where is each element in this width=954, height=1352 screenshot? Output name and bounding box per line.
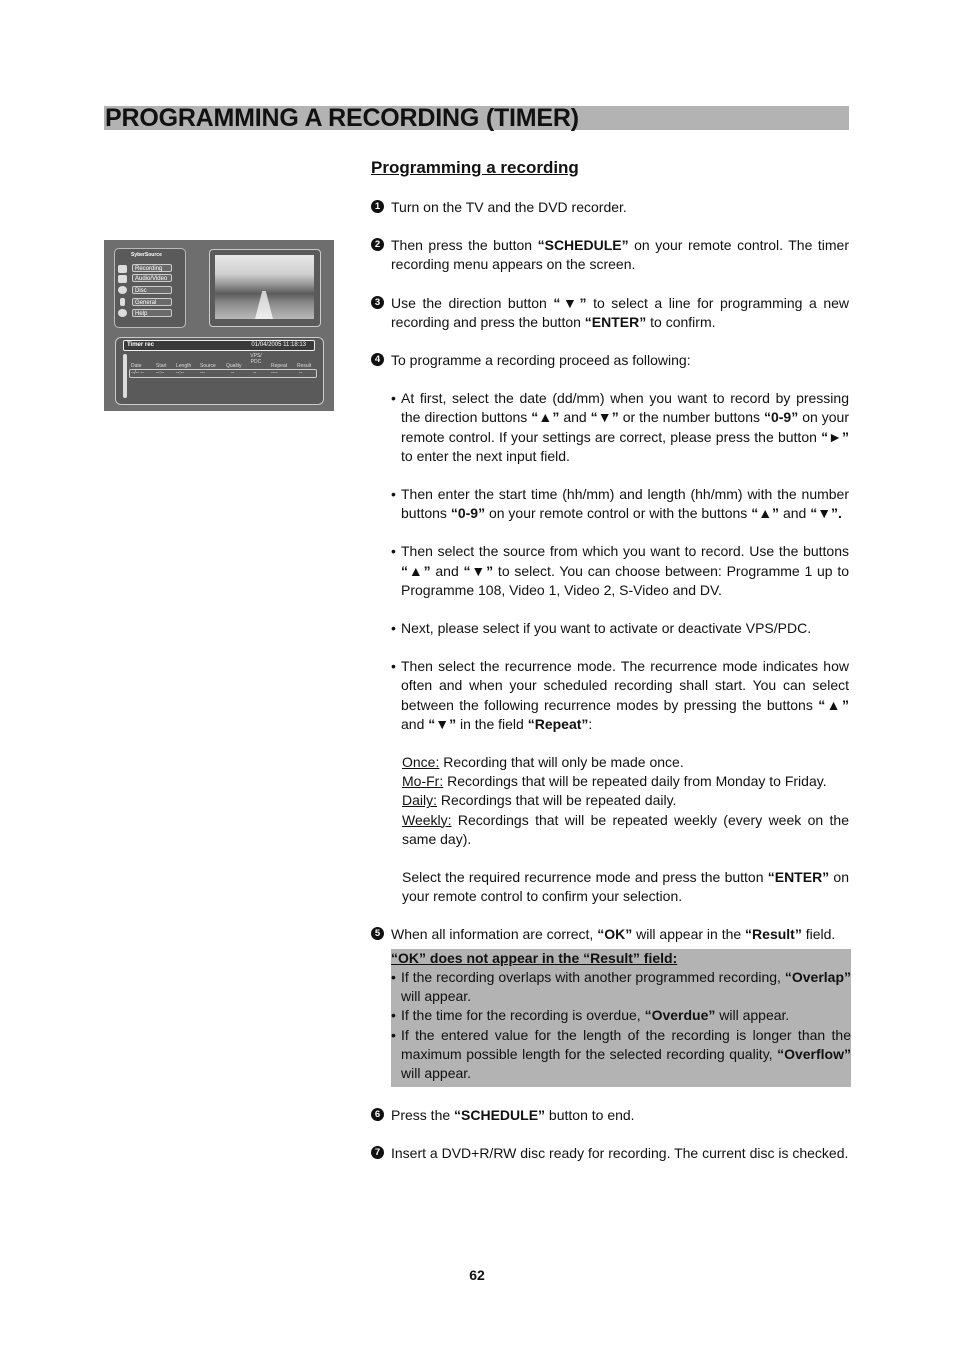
mode-weekly — [371, 811, 849, 849]
text: If the recording overlaps with another programmed recording, — [401, 968, 785, 985]
menu-item-disc[interactable]: Disc — [132, 286, 172, 294]
text: button to end. — [545, 1107, 635, 1124]
key-label: “OK” — [597, 926, 633, 943]
timer-menu-screenshot — [104, 240, 334, 411]
step-3 — [371, 294, 849, 332]
help-icon — [118, 309, 127, 317]
mode-mofr — [371, 772, 849, 791]
text: will appear. — [715, 1007, 790, 1024]
disc-icon — [118, 286, 127, 294]
text: At first, select the date (dd/mm) when you want to record by pressing the direction buttons — [401, 390, 849, 426]
step-number-icon: 3 — [371, 296, 384, 309]
text: When all information are correct, — [391, 926, 598, 943]
text: on your remote control to confirm your selection. — [402, 869, 849, 905]
text: field. — [801, 926, 836, 943]
key-label: “ENTER” — [584, 313, 647, 330]
mode-label: Once: — [402, 754, 440, 771]
step-2 — [371, 236, 849, 274]
text: Recordings that will be repeated daily. — [437, 792, 677, 809]
key-label: “Result” — [745, 926, 802, 943]
text: and — [779, 505, 811, 522]
key-label: “0-9” — [450, 505, 486, 522]
text: to confirm. — [646, 313, 716, 330]
text: on your remote control. If your settings are correct, please press the button — [401, 409, 849, 445]
row-start: --:-- — [156, 370, 165, 376]
text: to select. You can choose between: Programme 1 up to Programme 108, Video 1, Video 2, S-Video and DV. — [401, 562, 850, 598]
key-label: “SCHEDULE” — [537, 237, 629, 254]
text: to enter the next input field. — [401, 447, 570, 464]
timer-rec-panel — [115, 337, 324, 405]
text: on your remote control or with the buttons — [485, 505, 752, 522]
text: and — [559, 409, 591, 426]
row-date: --/-- -- — [131, 370, 144, 376]
text: Press the — [391, 1107, 455, 1124]
key-label: “▼” — [590, 409, 619, 426]
col-length: Length — [176, 363, 192, 369]
page-number: 62 — [469, 1267, 485, 1283]
step-1 — [371, 198, 849, 217]
menu-item-general[interactable]: General — [132, 298, 172, 306]
col-start: Start — [156, 363, 167, 369]
audio-video-icon — [118, 275, 127, 283]
text: to select a line for programming a new recording and press the button — [391, 294, 849, 330]
col-date: Date — [131, 363, 142, 369]
text: Use the direction button — [391, 294, 554, 311]
text: If the entered value for the length of the recording is longer than the maximum possible length for the selected recording quality, — [401, 1026, 851, 1062]
section-title: Programming a recording — [371, 158, 579, 177]
row-quality: -- — [231, 370, 235, 376]
text: will appear. — [401, 1064, 472, 1081]
step-number-icon: 1 — [371, 200, 384, 213]
col-source: Source — [200, 363, 216, 369]
col-result: Result — [297, 363, 312, 369]
col-quality: Quality — [226, 363, 242, 369]
key-label: “▼”. — [810, 505, 842, 522]
key-label: “▼” — [553, 294, 587, 311]
row-vps: -- — [253, 370, 257, 376]
step-7 — [371, 1144, 849, 1163]
page-title: PROGRAMMING A RECORDING (TIMER) — [105, 104, 579, 132]
timer-header — [123, 340, 315, 351]
select-mode-text — [371, 868, 849, 906]
note-heading-text: “OK” does not appear in the “Result” field: — [391, 949, 678, 966]
bullet-time — [371, 485, 849, 523]
key-label: “Repeat” — [527, 715, 589, 732]
text: or the number buttons — [618, 409, 764, 426]
row-result: -- — [299, 370, 303, 376]
note-overlap — [391, 968, 851, 1006]
text: and — [430, 562, 464, 579]
step-text: To programme a recording proceed as following: — [391, 352, 691, 369]
row-repeat: ---- — [271, 370, 278, 376]
step-number-icon: 5 — [371, 927, 384, 940]
text: will appear. — [401, 988, 472, 1005]
row-length: --:-- — [176, 370, 185, 376]
bullet-source — [371, 542, 849, 600]
key-label: “▲” — [751, 505, 780, 522]
step-4 — [371, 351, 849, 370]
text: on your remote control. The timer recording menu appears on the screen. — [391, 237, 850, 273]
general-icon — [120, 298, 125, 306]
setup-menu-panel — [114, 248, 186, 328]
key-label: “0-9” — [763, 409, 799, 426]
mode-label: Mo-Fr: — [402, 773, 444, 790]
key-label: “SCHEDULE” — [454, 1107, 546, 1124]
key-label: “►” — [821, 428, 849, 445]
title-bar — [104, 106, 849, 130]
text: Then select the source from which you want to record. Use the buttons — [401, 543, 849, 560]
key-label: “▲” — [531, 409, 560, 426]
text: Recording that will only be made once. — [439, 754, 684, 771]
text: : — [588, 715, 593, 732]
menu-title: SyberSource — [131, 252, 162, 258]
scrollbar[interactable] — [123, 354, 127, 398]
bullet-vps — [371, 619, 849, 638]
text: Select the required recurrence mode and press the button — [402, 869, 768, 886]
note-overflow — [391, 1026, 851, 1084]
col-repeat: Repeat — [271, 363, 288, 369]
step-number-icon: 7 — [371, 1146, 384, 1159]
text: and — [401, 715, 429, 732]
note-heading — [391, 949, 851, 968]
menu-item-help[interactable]: Help — [132, 309, 172, 317]
key-label: “ENTER” — [767, 869, 830, 886]
note-box — [391, 949, 851, 1087]
mode-label: Weekly: — [402, 811, 452, 828]
mode-once — [371, 753, 849, 772]
row-source: --- — [200, 370, 205, 376]
key-label: “Overlap” — [784, 968, 851, 985]
key-label: “▲” — [818, 696, 849, 713]
note-overdue — [391, 1006, 851, 1025]
menu-item-audio-video[interactable]: Audio/Video — [132, 274, 172, 282]
step-number-icon: 2 — [371, 238, 384, 251]
text: Then enter the start time (hh/mm) and length (hh/mm) with the number buttons — [401, 486, 849, 522]
instructions — [371, 198, 849, 1164]
preview-panel — [209, 249, 321, 327]
step-number-icon: 6 — [371, 1108, 384, 1121]
text: If the time for the recording is overdue, — [401, 1007, 645, 1024]
text: Then select the recurrence mode. The recurrence mode indicates how often and when your scheduled recording shall start. You can select between the following recurrence modes by pressing the buttons — [401, 658, 849, 713]
step-text: Turn on the TV and the DVD recorder. — [391, 199, 627, 215]
text: Recordings that will be repeated daily from Monday to Friday. — [443, 773, 827, 790]
step-5 — [371, 925, 849, 944]
text: Next, please select if you want to activate or deactivate VPS/PDC. — [401, 620, 812, 637]
timer-datetime: 01/04/2005 11:18:13 — [251, 342, 306, 348]
key-label: “Overflow” — [777, 1045, 851, 1062]
col-vps-pdc: VPS/ PDC — [250, 353, 262, 365]
key-label: “▼” — [463, 562, 494, 579]
key-label: “▲” — [401, 562, 431, 579]
menu-item-recording[interactable]: Recording — [132, 264, 172, 272]
step-text: Insert a DVD+R/RW disc ready for recording. The current disc is checked. — [391, 1145, 849, 1162]
text: will appear in the — [632, 926, 746, 943]
text: Recordings that will be repeated weekly (every week on the same day). — [402, 811, 849, 847]
mode-label: Daily: — [402, 792, 438, 809]
step-6 — [371, 1106, 849, 1125]
text: in the field — [456, 715, 528, 732]
bullet-date — [371, 389, 849, 466]
preview-image — [215, 255, 314, 319]
mode-daily — [371, 791, 849, 810]
timer-title: Timer rec — [127, 342, 154, 348]
bullet-recurrence — [371, 657, 849, 734]
key-label: “Overdue” — [644, 1007, 716, 1024]
key-label: “▼” — [428, 715, 457, 732]
text: Then press the button — [391, 237, 538, 254]
recording-icon — [118, 265, 127, 273]
step-number-icon: 4 — [371, 353, 384, 366]
